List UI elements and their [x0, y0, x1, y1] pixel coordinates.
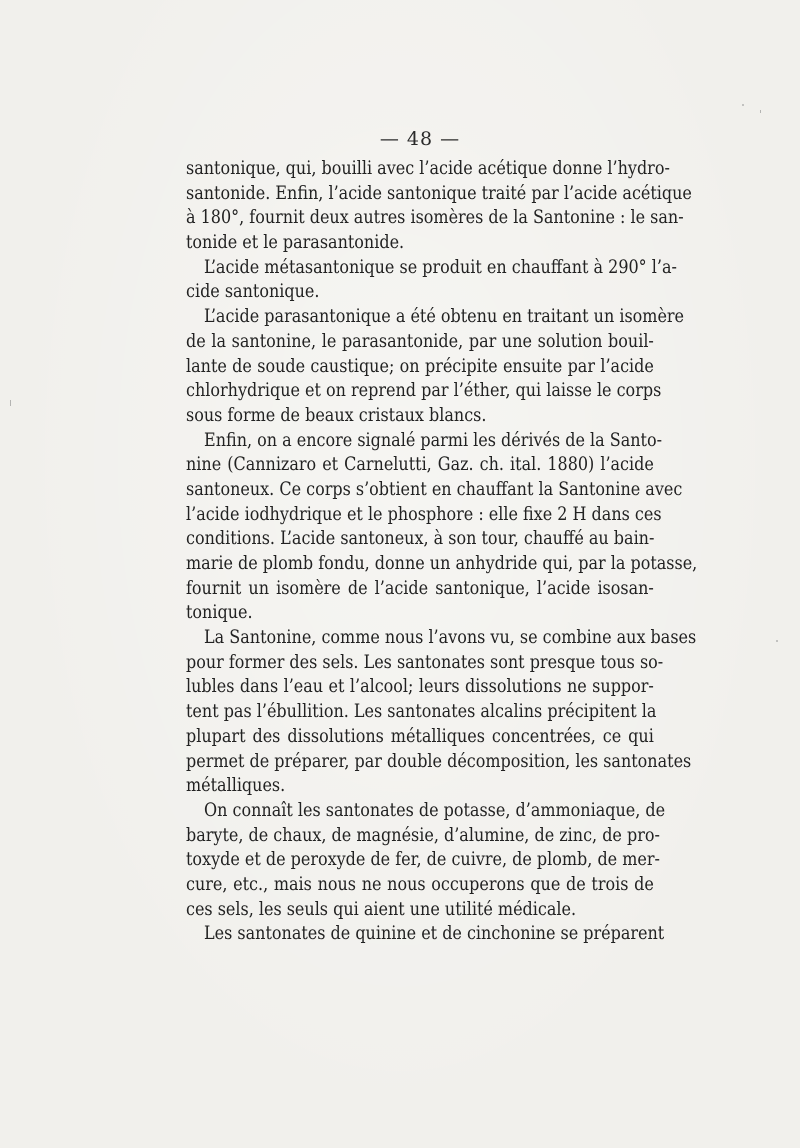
text-line: ces sels, les seuls qui aient une utilité médicale. [186, 898, 577, 920]
text-line: toxyde et de peroxyde de fer, de cuivre, de plomb, de mer- [186, 849, 660, 871]
text-line: santonide. Enfin, l’acide santonique traité par l’acide acétique [186, 182, 692, 204]
text-line: à 180°, fournit deux autres isomères de la Santonine : le san- [186, 207, 684, 229]
text-line: sous forme de beaux cristaux blancs. [186, 404, 487, 426]
paper-speck [776, 640, 778, 642]
paper-speck [10, 400, 11, 406]
text-line: La Santonine, comme nous l’avons vu, se combine aux bases [204, 627, 697, 649]
text-line: santoneux. Ce corps s’obtient en chauffant la Santonine avec [186, 478, 683, 500]
text-line: L’acide parasantonique a été obtenu en traitant un isomère [204, 306, 685, 328]
text-line: marie de plomb fondu, donne un anhydride qui, par la potasse, [186, 553, 698, 574]
text-line: santonique, qui, bouilli avec l’acide acétique donne l’hydro- [186, 158, 670, 179]
text-line: permet de préparer, par double décomposition, les santonates [186, 750, 692, 772]
paper-speck [760, 110, 761, 113]
paper-speck [742, 104, 744, 106]
text-line: fournit un isomère de l’acide santonique, l’acide isosan- [186, 577, 654, 599]
text-line: l’acide iodhydrique et le phosphore : elle fixe 2 H dans ces [186, 503, 662, 525]
text-line: On connaît les santonates de potasse, d’ammoniaque, de [204, 799, 666, 821]
page-number: — 48 — [379, 128, 461, 150]
text-line: cure, etc., mais nous ne nous occuperons que de trois de [186, 873, 654, 895]
text-line: cide santonique. [186, 281, 320, 303]
text-line: lubles dans l’eau et l’alcool; leurs dissolutions ne suppor- [186, 676, 654, 698]
text-line: Enfin, on a encore signalé parmi les dérivés de la Santo- [204, 429, 663, 451]
text-line: tent pas l’ébullition. Les santonates alcalins précipitent la [186, 701, 657, 723]
text-line: Les santonates de quinine et de cinchonine se préparent [204, 923, 665, 945]
text-line: L’acide métasantonique se produit en chauffant à 290° l’a- [204, 256, 677, 278]
text-line: tonique. [186, 602, 253, 624]
text-line: pour former des sels. Les santonates sont presque tous so- [186, 651, 664, 673]
text-line: lante de soude caustique; on précipite ensuite par l’acide [186, 355, 654, 377]
text-line: plupart des dissolutions métalliques concentrées, ce qui [186, 725, 654, 747]
text-line: chlorhydrique et on reprend par l’éther, qui laisse le corps [186, 380, 662, 402]
body-text [186, 157, 698, 947]
text-line: conditions. L’acide santoneux, à son tour, chauffé au bain- [186, 528, 655, 550]
text-line: nine (Cannizaro et Carnelutti, Gaz. ch. ital. 1880) l’acide [186, 454, 654, 476]
text-line: de la santonine, le parasantonide, par une solution bouil- [186, 330, 654, 352]
text-line: métalliques. [186, 775, 286, 797]
text-line: baryte, de chaux, de magnésie, d’alumine, de zinc, de pro- [186, 824, 660, 846]
text-line: tonide et le parasantonide. [186, 232, 405, 254]
